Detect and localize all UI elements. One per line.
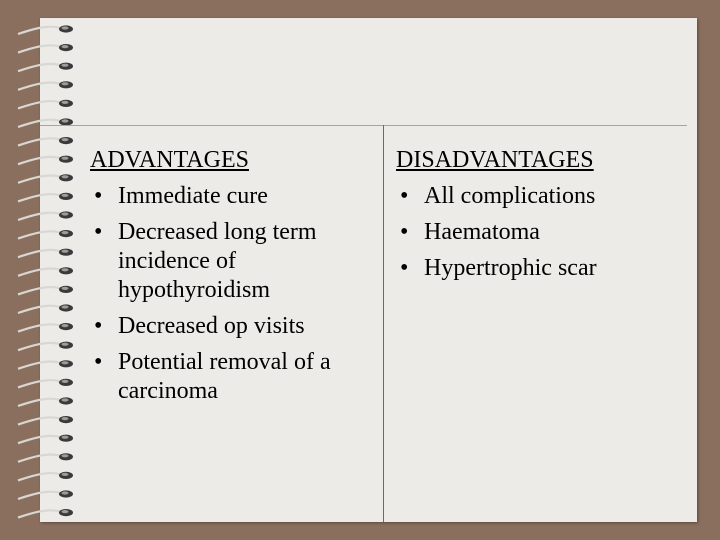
spiral-binding-icon <box>0 0 80 540</box>
binding-highlight <box>62 101 69 104</box>
binding-ring <box>18 194 60 201</box>
binding-ring <box>18 436 60 443</box>
bullet-icon: • <box>400 219 409 245</box>
binding-ring <box>18 361 60 368</box>
binding-highlight <box>62 268 69 271</box>
binding-highlight <box>62 361 69 364</box>
bullet-icon: • <box>400 255 409 281</box>
advantages-list <box>90 182 380 406</box>
binding-highlight <box>62 119 69 122</box>
binding-ring <box>18 45 60 52</box>
binding-highlight <box>62 380 69 383</box>
bullet-icon: • <box>94 219 103 245</box>
list-item: • Potential removal of a carcinoma <box>94 349 331 404</box>
binding-ring <box>18 492 60 499</box>
binding-ring <box>18 101 60 108</box>
binding-highlight <box>62 305 69 308</box>
binding-ring <box>18 343 60 350</box>
advantages-heading: ADVANTAGES <box>90 147 249 173</box>
table-column-divider <box>383 125 384 522</box>
binding-highlight <box>62 343 69 346</box>
binding-highlight <box>62 250 69 253</box>
binding-highlight <box>62 491 69 494</box>
binding-ring <box>18 417 60 424</box>
binding-ring <box>18 306 60 313</box>
bullet-icon: • <box>94 313 103 339</box>
list-item: • All complications <box>400 183 596 209</box>
list-item: • Immediate cure <box>94 183 268 209</box>
binding-highlight <box>62 82 69 85</box>
binding-ring <box>18 27 60 34</box>
binding-highlight <box>62 231 69 234</box>
bullet-icon: • <box>94 183 103 209</box>
binding-ring <box>18 287 60 294</box>
binding-ring <box>18 213 60 220</box>
advantages-column <box>90 146 380 413</box>
binding-highlight <box>62 157 69 160</box>
binding-highlight <box>62 194 69 197</box>
table-horizontal-rule <box>40 125 687 126</box>
binding-ring <box>18 380 60 387</box>
binding-ring <box>18 510 60 517</box>
binding-highlight <box>62 45 69 48</box>
binding-ring <box>18 250 60 257</box>
binding-ring <box>18 175 60 182</box>
binding-highlight <box>62 436 69 439</box>
binding-ring <box>18 268 60 275</box>
disadvantages-list <box>396 182 686 283</box>
binding-ring <box>18 399 60 406</box>
binding-highlight <box>62 138 69 141</box>
bullet-icon: • <box>400 183 409 209</box>
list-item: • Decreased long term incidence of hypothyroidism <box>94 219 317 303</box>
binding-ring <box>18 138 60 145</box>
binding-highlight <box>62 26 69 29</box>
list-item: • Haematoma <box>400 219 540 245</box>
binding-ring <box>18 231 60 238</box>
disadvantages-column <box>396 146 686 290</box>
list-item: • Hypertrophic scar <box>400 255 597 281</box>
binding-highlight <box>62 324 69 327</box>
list-item: • Decreased op visits <box>94 313 305 339</box>
bullet-icon: • <box>94 349 103 375</box>
binding-ring <box>18 324 60 331</box>
binding-highlight <box>62 64 69 67</box>
binding-ring <box>18 454 60 461</box>
binding-ring <box>18 473 60 480</box>
binding-highlight <box>62 175 69 178</box>
binding-highlight <box>62 417 69 420</box>
binding-highlight <box>62 454 69 457</box>
binding-highlight <box>62 287 69 290</box>
binding-highlight <box>62 473 69 476</box>
binding-ring <box>18 157 60 164</box>
binding-highlight <box>62 212 69 215</box>
binding-ring <box>18 64 60 71</box>
disadvantages-heading: DISADVANTAGES <box>396 147 594 173</box>
binding-ring <box>18 82 60 89</box>
binding-highlight <box>62 510 69 513</box>
binding-highlight <box>62 398 69 401</box>
